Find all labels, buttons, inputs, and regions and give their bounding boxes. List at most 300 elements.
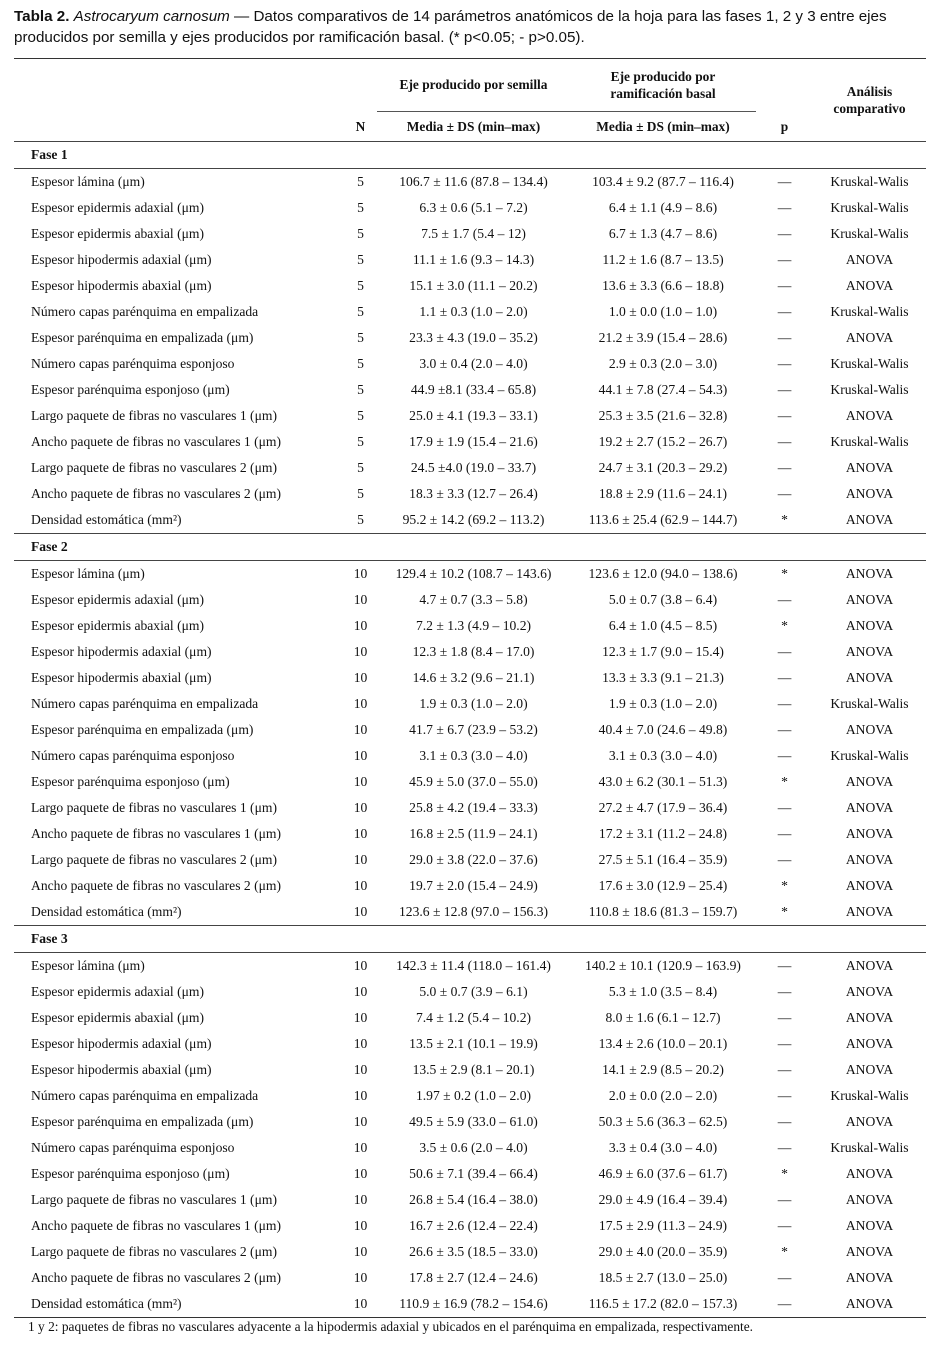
seed-value-cell: 25.0 ± 4.1 (19.3 – 33.1) [409,408,538,423]
n-cell: 10 [353,904,368,919]
table-body [14,142,926,1318]
basal-value-cell: 6.4 ± 1.0 (4.5 – 8.5) [608,618,718,633]
basal-value-cell: 11.2 ± 1.6 (8.7 – 13.5) [602,252,724,267]
n-cell: 5 [357,512,364,527]
basal-value-cell: 17.5 ± 2.9 (11.3 – 24.9) [598,1218,728,1233]
analysis-cell: ANOVA [845,1244,894,1259]
n-cell: 10 [353,984,368,999]
n-cell: 5 [357,226,364,241]
basal-value-cell: 14.1 ± 2.9 (8.5 – 20.2) [602,1062,724,1077]
param-cell: Número capas parénquima en empalizada [31,304,259,319]
seed-value-cell: 7.5 ± 1.7 (5.4 – 12) [421,226,526,241]
seed-value-cell: 6.3 ± 0.6 (5.1 – 7.2) [419,200,528,215]
n-cell: 10 [353,644,368,659]
table-row [14,769,926,795]
n-cell: 10 [353,592,368,607]
basal-value-cell: 2.9 ± 0.3 (2.0 – 3.0) [608,356,718,371]
seed-value-cell: 129.4 ± 10.2 (108.7 – 143.6) [377,561,570,588]
p-cell: — [777,696,792,711]
table-row [14,1213,926,1239]
table-row [14,1239,926,1265]
analysis-cell: Kruskal-Walis [830,356,909,371]
phase-row [14,926,926,953]
seed-value-cell: 95.2 ± 14.2 (69.2 – 113.2) [402,512,545,527]
analysis-cell: Kruskal-Walis [830,226,909,241]
p-cell: — [777,434,792,449]
table-row [14,561,926,588]
analysis-cell: ANOVA [845,1218,894,1233]
table-row [14,1083,926,1109]
analysis-cell: ANOVA [845,1114,894,1129]
analysis-cell: ANOVA [845,1036,894,1051]
p-cell: — [777,382,792,397]
table-row [14,169,926,196]
table-row [14,377,926,403]
p-cell: — [777,748,792,763]
n-cell: 5 [357,434,364,449]
table-row [14,821,926,847]
basal-value-cell: 2.0 ± 0.0 (2.0 – 2.0) [608,1088,718,1103]
n-cell: 10 [344,1291,377,1318]
seed-value-cell: 3.0 ± 0.4 (2.0 – 4.0) [419,356,528,371]
analysis-cell: ANOVA [845,852,894,867]
n-cell: 10 [353,826,368,841]
p-cell: — [777,722,792,737]
analysis-cell: Kruskal-Walis [830,748,909,763]
n-cell: 5 [357,460,364,475]
param-cell: Largo paquete de fibras no vasculares 2 (μm) [31,852,277,867]
p-cell: — [777,252,792,267]
n-cell: 5 [357,356,364,371]
seed-value-cell: 26.6 ± 3.5 (18.5 – 33.0) [409,1244,538,1259]
analysis-cell: Kruskal-Walis [830,382,909,397]
p-cell: — [777,304,792,319]
basal-value-cell: 103.4 ± 9.2 (87.7 – 116.4) [570,169,756,196]
param-cell: Espesor lámina (μm) [14,169,344,196]
n-cell: 10 [353,1088,368,1103]
basal-value-cell: 13.3 ± 3.3 (9.1 – 21.3) [602,670,724,685]
analysis-cell: Kruskal-Walis [830,696,909,711]
analysis-cell: ANOVA [845,1270,894,1285]
seed-value-cell: 106.7 ± 11.6 (87.8 – 134.4) [377,169,570,196]
analysis-cell: Kruskal-Walis [830,1088,909,1103]
param-cell: Espesor epidermis abaxial (μm) [31,226,205,241]
analysis-cell: ANOVA [845,904,894,919]
table-row [14,717,926,743]
p-cell: * [781,774,788,789]
n-cell: 10 [353,696,368,711]
table-row [14,1005,926,1031]
param-cell: Espesor epidermis abaxial (μm) [31,618,205,633]
table-row [14,1187,926,1213]
n-cell: 5 [357,382,364,397]
analysis-cell: Kruskal-Walis [813,169,926,196]
data-table [14,58,926,1318]
p-cell: — [777,278,792,293]
table-row [14,847,926,873]
p-cell: — [777,1062,792,1077]
analysis-cell: ANOVA [813,953,926,980]
seed-value-cell: 49.5 ± 5.9 (33.0 – 61.0) [409,1114,538,1129]
analysis-cell: ANOVA [845,878,894,893]
phase-label: Fase 2 [14,534,926,561]
table-row [14,899,926,926]
n-cell: 10 [344,953,377,980]
param-cell: Largo paquete de fibras no vasculares 1 (μm) [31,1192,277,1207]
header-seed: Eje producido por semilla [377,59,570,112]
p-cell: * [781,512,788,527]
table-row [14,743,926,769]
basal-value-cell: 29.0 ± 4.9 (16.4 – 39.4) [598,1192,728,1207]
analysis-cell: Kruskal-Walis [830,1140,909,1155]
analysis-cell: ANOVA [845,800,894,815]
basal-value-cell: 27.5 ± 5.1 (16.4 – 35.9) [598,852,728,867]
p-cell: — [777,852,792,867]
param-cell: Espesor epidermis adaxial (μm) [31,592,205,607]
phase-label: Fase 3 [14,926,926,953]
p-cell: — [777,356,792,371]
analysis-cell: ANOVA [845,460,894,475]
p-cell: — [777,826,792,841]
p-cell: * [781,1244,788,1259]
seed-value-cell: 7.2 ± 1.3 (4.9 – 10.2) [415,618,532,633]
p-cell: — [777,460,792,475]
seed-value-cell: 3.5 ± 0.6 (2.0 – 4.0) [419,1140,528,1155]
table-row [14,351,926,377]
basal-value-cell: 123.6 ± 12.0 (94.0 – 138.6) [570,561,756,588]
seed-value-cell: 17.8 ± 2.7 (12.4 – 24.6) [409,1270,538,1285]
n-cell: 10 [353,800,368,815]
table-row [14,429,926,455]
n-cell: 10 [353,1244,368,1259]
p-cell: * [781,1166,788,1181]
basal-value-cell: 44.1 ± 7.8 (27.4 – 54.3) [598,382,728,397]
seed-value-cell: 13.5 ± 2.9 (8.1 – 20.1) [412,1062,535,1077]
param-cell: Largo paquete de fibras no vasculares 2 (μm) [31,1244,277,1259]
n-cell: 10 [353,1218,368,1233]
table-row [14,691,926,717]
n-cell: 10 [353,1270,368,1285]
seed-value-cell: 16.8 ± 2.5 (11.9 – 24.1) [409,826,538,841]
analysis-cell: ANOVA [845,1062,894,1077]
analysis-cell: ANOVA [845,774,894,789]
param-cell: Densidad estomática (mm²) [14,1291,344,1318]
seed-value-cell: 45.9 ± 5.0 (37.0 – 55.0) [409,774,538,789]
n-cell: 10 [353,722,368,737]
table-row [14,587,926,613]
table-row [14,795,926,821]
table-row [14,639,926,665]
analysis-cell: Kruskal-Walis [830,200,909,215]
seed-value-cell: 44.9 ±8.1 (33.4 – 65.8) [410,382,537,397]
seed-value-cell: 1.1 ± 0.3 (1.0 – 2.0) [419,304,528,319]
basal-value-cell: 3.3 ± 0.4 (3.0 – 4.0) [608,1140,718,1155]
caption-label: Tabla 2. [14,8,70,25]
p-cell: — [777,1218,792,1233]
n-cell: 5 [357,330,364,345]
table-footnote: 1 y 2: paquetes de fibras no vasculares adyacente a la hipodermis adaxial y ubicados en el parénquima en empalizada, respectivamente. [28,1319,754,1334]
n-cell: 10 [353,1140,368,1155]
p-cell: — [777,226,792,241]
analysis-cell: ANOVA [845,486,894,501]
analysis-cell: ANOVA [845,512,894,527]
p-cell: * [781,878,788,893]
table-header [14,59,926,142]
p-cell: — [756,1291,813,1318]
table-row [14,1135,926,1161]
seed-value-cell: 50.6 ± 7.1 (39.4 – 66.4) [409,1166,538,1181]
basal-value-cell: 13.6 ± 3.3 (6.6 – 18.8) [602,278,724,293]
table-row [14,221,926,247]
p-cell: — [777,592,792,607]
basal-value-cell: 29.0 ± 4.0 (20.0 – 35.9) [598,1244,728,1259]
param-cell: Número capas parénquima esponjoso [31,748,235,763]
n-cell: 10 [353,1114,368,1129]
n-cell: 10 [353,1010,368,1025]
table-row [14,665,926,691]
analysis-cell: ANOVA [845,670,894,685]
basal-value-cell: 8.0 ± 1.6 (6.1 – 12.7) [605,1010,721,1025]
param-cell: Espesor hipodermis adaxial (μm) [31,252,212,267]
table-row [14,1265,926,1291]
table-row [14,979,926,1005]
param-cell: Ancho paquete de fibras no vasculares 2 (μm) [31,878,281,893]
analysis-cell: ANOVA [845,592,894,607]
basal-value-cell: 25.3 ± 3.5 (21.6 – 32.8) [598,408,728,423]
seed-value-cell: 14.6 ± 3.2 (9.6 – 21.1) [412,670,535,685]
table-row [14,299,926,325]
analysis-cell: ANOVA [845,984,894,999]
basal-value-cell: 1.0 ± 0.0 (1.0 – 1.0) [608,304,718,319]
seed-value-cell: 1.97 ± 0.2 (1.0 – 2.0) [415,1088,532,1103]
header-n: N [355,118,366,134]
p-cell: — [777,200,792,215]
caption-species: Astrocaryum carnosum [73,8,230,25]
basal-value-cell: 17.6 ± 3.0 (12.9 – 25.4) [598,878,728,893]
basal-value-cell: 3.1 ± 0.3 (3.0 – 4.0) [608,748,718,763]
p-cell: — [777,408,792,423]
analysis-cell: ANOVA [813,1291,926,1318]
basal-value-cell: 18.8 ± 2.9 (11.6 – 24.1) [598,486,728,501]
p-cell: — [777,1088,792,1103]
basal-value-cell: 116.5 ± 17.2 (82.0 – 157.3) [570,1291,756,1318]
param-cell: Número capas parénquima en empalizada [31,1088,259,1103]
param-cell: Largo paquete de fibras no vasculares 1 (μm) [31,408,277,423]
p-cell: — [777,1140,792,1155]
header-basal: Eje producido por ramificación basal [570,59,756,112]
analysis-cell: Kruskal-Walis [830,434,909,449]
param-cell: Ancho paquete de fibras no vasculares 2 (μm) [31,1270,281,1285]
n-cell: 5 [357,200,364,215]
p-cell: — [777,1270,792,1285]
analysis-cell: ANOVA [845,826,894,841]
param-cell: Espesor parénquima esponjoso (μm) [31,774,230,789]
n-cell: 5 [357,278,364,293]
param-cell: Espesor lámina (μm) [14,561,344,588]
n-cell: 10 [353,618,368,633]
n-cell: 5 [344,169,377,196]
n-cell: 10 [353,852,368,867]
p-cell: — [777,1010,792,1025]
table-row [14,1161,926,1187]
n-cell: 10 [353,1192,368,1207]
p-cell: — [777,1192,792,1207]
param-cell: Espesor hipodermis abaxial (μm) [31,1062,212,1077]
n-cell: 5 [357,408,364,423]
table-row [14,455,926,481]
param-cell: Espesor parénquima esponjoso (μm) [31,382,230,397]
param-cell: Largo paquete de fibras no vasculares 1 (μm) [31,800,277,815]
seed-value-cell: 16.7 ± 2.6 (12.4 – 22.4) [409,1218,538,1233]
table-row [14,873,926,899]
param-cell: Ancho paquete de fibras no vasculares 1 (μm) [31,434,281,449]
n-cell: 10 [353,878,368,893]
analysis-cell: ANOVA [845,1192,894,1207]
seed-value-cell: 11.1 ± 1.6 (9.3 – 14.3) [412,252,535,267]
analysis-cell: ANOVA [845,278,894,293]
n-cell: 5 [357,252,364,267]
basal-value-cell: 5.0 ± 0.7 (3.8 – 6.4) [608,592,718,607]
table-row [14,481,926,507]
p-cell: — [777,486,792,501]
p-cell: — [777,984,792,999]
phase-label: Fase 1 [14,142,926,169]
table-row [14,613,926,639]
basal-value-cell: 21.2 ± 3.9 (15.4 – 28.6) [598,330,728,345]
param-cell: Densidad estomática (mm²) [31,512,182,527]
seed-value-cell: 1.9 ± 0.3 (1.0 – 2.0) [419,696,528,711]
basal-value-cell: 18.5 ± 2.7 (13.0 – 25.0) [598,1270,728,1285]
basal-value-cell: 50.3 ± 5.6 (36.3 – 62.5) [598,1114,728,1129]
param-cell: Largo paquete de fibras no vasculares 2 (μm) [31,460,277,475]
basal-value-cell: 24.7 ± 3.1 (20.3 – 29.2) [598,460,728,475]
seed-value-cell: 142.3 ± 11.4 (118.0 – 161.4) [377,953,570,980]
p-cell: — [756,169,813,196]
p-cell: * [781,618,788,633]
phase-row [14,142,926,169]
analysis-cell: ANOVA [845,252,894,267]
seed-value-cell: 3.1 ± 0.3 (3.0 – 4.0) [419,748,528,763]
param-cell: Espesor parénquima en empalizada (μm) [31,1114,254,1129]
p-cell: — [777,670,792,685]
seed-value-cell: 17.9 ± 1.9 (15.4 – 21.6) [409,434,538,449]
n-cell: 5 [357,486,364,501]
param-cell: Ancho paquete de fibras no vasculares 2 (μm) [31,486,281,501]
seed-value-cell: 25.8 ± 4.2 (19.4 – 33.3) [409,800,538,815]
analysis-cell: ANOVA [813,561,926,588]
seed-value-cell: 15.1 ± 3.0 (11.1 – 20.2) [409,278,538,293]
seed-value-cell: 23.3 ± 4.3 (19.0 – 35.2) [409,330,538,345]
param-cell: Espesor epidermis abaxial (μm) [31,1010,205,1025]
basal-value-cell: 27.2 ± 4.7 (17.9 – 36.4) [598,800,728,815]
basal-value-cell: 5.3 ± 1.0 (3.5 – 8.4) [608,984,718,999]
seed-value-cell: 26.8 ± 5.4 (16.4 – 38.0) [409,1192,538,1207]
seed-value-cell: 110.9 ± 16.9 (78.2 – 154.6) [377,1291,570,1318]
analysis-cell: ANOVA [845,1010,894,1025]
param-cell: Ancho paquete de fibras no vasculares 1 (μm) [31,826,281,841]
basal-value-cell: 6.7 ± 1.3 (4.7 – 8.6) [608,226,718,241]
p-cell: — [777,800,792,815]
param-cell: Espesor epidermis adaxial (μm) [31,984,205,999]
analysis-cell: ANOVA [845,1166,894,1181]
basal-value-cell: 110.8 ± 18.6 (81.3 – 159.7) [588,904,738,919]
seed-value-cell: 18.3 ± 3.3 (12.7 – 26.4) [409,486,538,501]
analysis-cell: ANOVA [845,644,894,659]
seed-value-cell: 7.4 ± 1.2 (5.4 – 10.2) [415,1010,532,1025]
basal-value-cell: 12.3 ± 1.7 (9.0 – 15.4) [602,644,724,659]
param-cell: Espesor hipodermis adaxial (μm) [31,1036,212,1051]
seed-value-cell: 123.6 ± 12.8 (97.0 – 156.3) [398,904,549,919]
caption-text: — Datos comparativos de 14 parámetros anatómicos de la hoja para las fases 1, 2 y 3 entre ejes producidos por semilla y ejes producidos por ramificación basal. (* p<0.05; - p>0.05). [14,8,887,46]
param-cell: Espesor lámina (μm) [14,953,344,980]
basal-value-cell: 17.2 ± 3.1 (11.2 – 24.8) [598,826,728,841]
header-analysis: Análisis comparativo [813,59,926,142]
n-cell: 10 [353,774,368,789]
header-mean-seed: Media ± DS (min–max) [377,111,570,142]
analysis-cell: ANOVA [845,408,894,423]
n-cell: 10 [353,1036,368,1051]
basal-value-cell: 46.9 ± 6.0 (37.6 – 61.7) [598,1166,728,1181]
basal-value-cell: 13.4 ± 2.6 (10.0 – 20.1) [598,1036,728,1051]
param-cell: Espesor parénquima en empalizada (μm) [31,722,254,737]
header-p: p [780,118,789,134]
analysis-cell: ANOVA [845,618,894,633]
basal-value-cell: 43.0 ± 6.2 (30.1 – 51.3) [598,774,728,789]
seed-value-cell: 24.5 ±4.0 (19.0 – 33.7) [410,460,537,475]
param-cell: Espesor parénquima esponjoso (μm) [31,1166,230,1181]
param-cell: Espesor hipodermis adaxial (μm) [31,644,212,659]
seed-value-cell: 29.0 ± 3.8 (22.0 – 37.6) [409,852,538,867]
param-cell: Ancho paquete de fibras no vasculares 1 (μm) [31,1218,281,1233]
basal-value-cell: 19.2 ± 2.7 (15.2 – 26.7) [598,434,728,449]
seed-value-cell: 5.0 ± 0.7 (3.9 – 6.1) [419,984,528,999]
table-row [14,1109,926,1135]
param-cell: Densidad estomática (mm²) [31,904,182,919]
p-cell: — [756,953,813,980]
n-cell: 10 [353,670,368,685]
param-cell: Espesor hipodermis abaxial (μm) [31,670,212,685]
seed-value-cell: 41.7 ± 6.7 (23.9 – 53.2) [409,722,538,737]
table-row [14,1057,926,1083]
basal-value-cell: 140.2 ± 10.1 (120.9 – 163.9) [570,953,756,980]
table-row [14,403,926,429]
analysis-cell: ANOVA [845,330,894,345]
p-cell: — [777,1114,792,1129]
basal-value-cell: 1.9 ± 0.3 (1.0 – 2.0) [608,696,718,711]
n-cell: 10 [353,1166,368,1181]
analysis-cell: Kruskal-Walis [830,304,909,319]
table-row [14,325,926,351]
p-cell: — [777,644,792,659]
table-row [14,273,926,299]
table-row [14,953,926,980]
table-row [14,507,926,534]
phase-row [14,534,926,561]
p-cell: — [777,1036,792,1051]
basal-value-cell: 6.4 ± 1.1 (4.9 – 8.6) [608,200,718,215]
param-cell: Número capas parénquima en empalizada [31,696,259,711]
p-cell: * [781,904,788,919]
n-cell: 10 [353,1062,368,1077]
table-caption [14,6,926,48]
table-row [14,195,926,221]
n-cell: 10 [353,748,368,763]
table-row [14,247,926,273]
seed-value-cell: 19.7 ± 2.0 (15.4 – 24.9) [409,878,538,893]
p-cell: — [777,330,792,345]
param-cell: Espesor hipodermis abaxial (μm) [31,278,212,293]
param-cell: Espesor parénquima en empalizada (μm) [31,330,254,345]
